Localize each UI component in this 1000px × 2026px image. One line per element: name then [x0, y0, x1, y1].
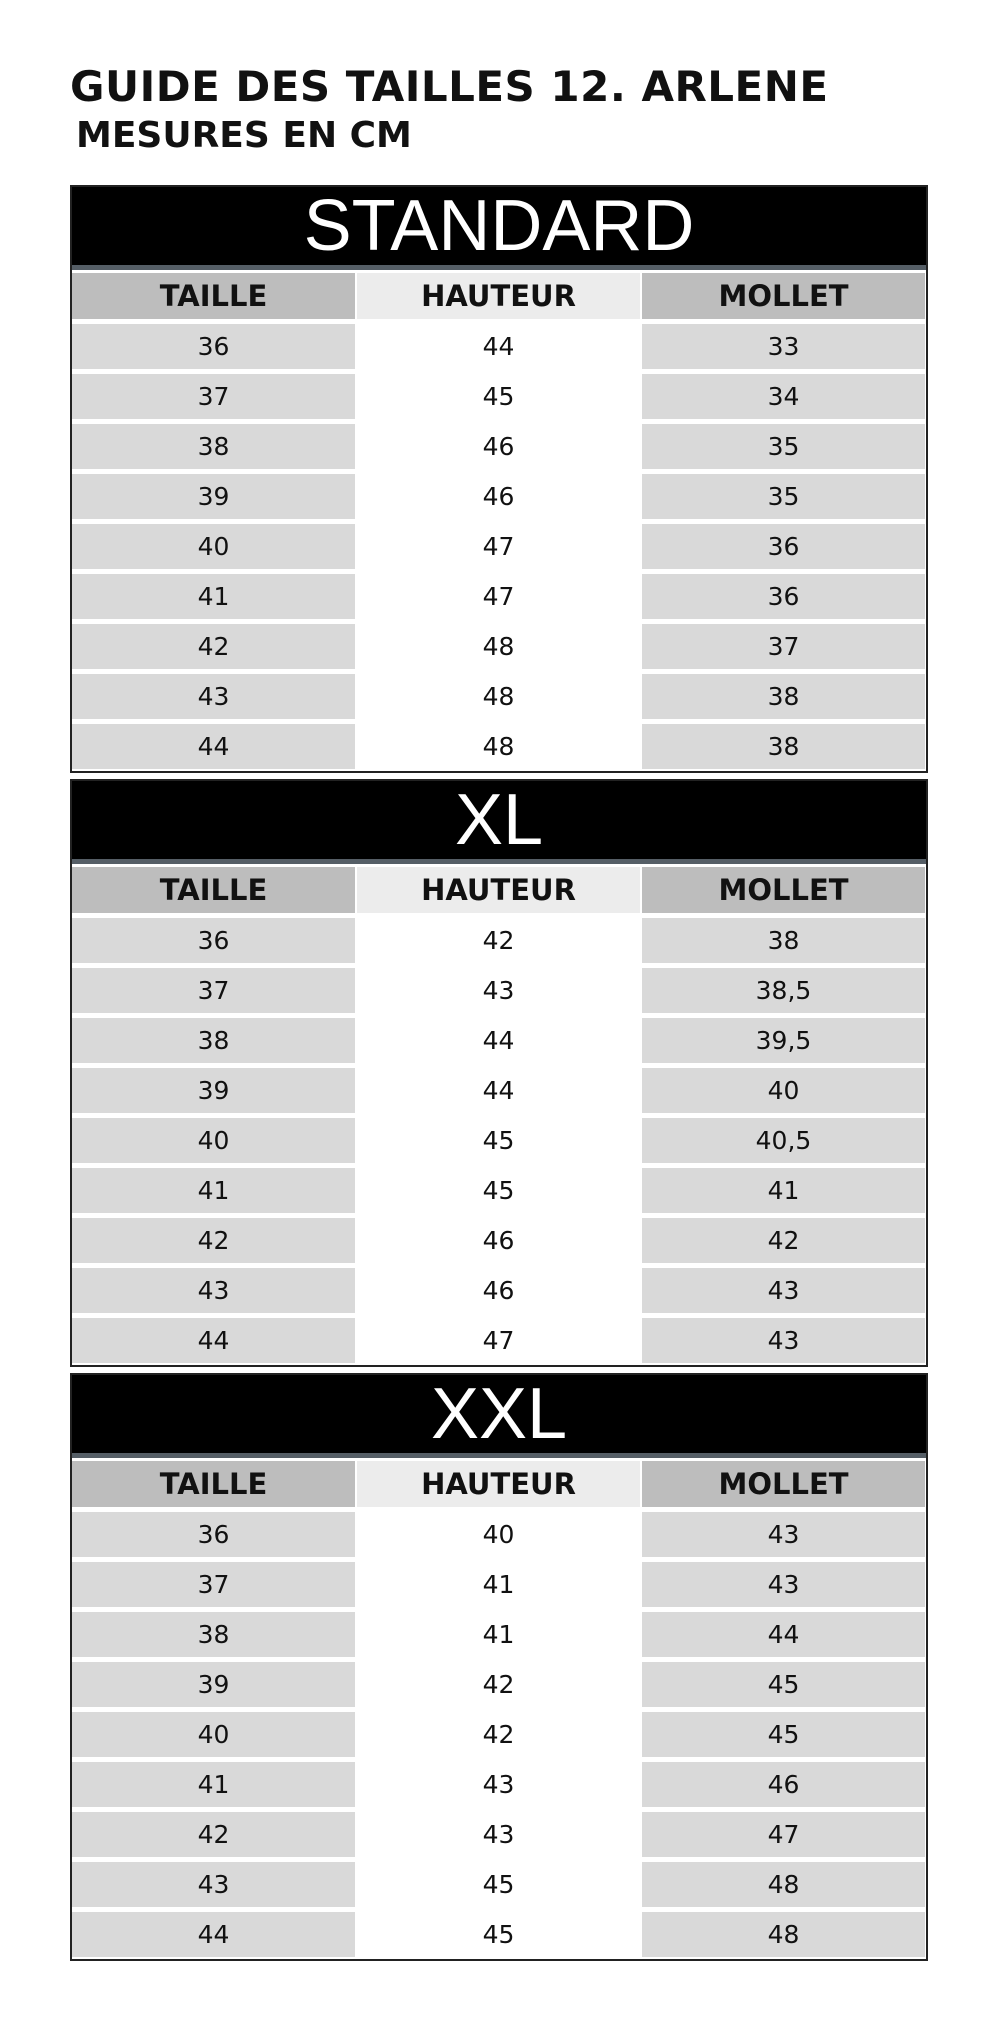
column-header-height: HAUTEUR — [357, 867, 640, 913]
cell-height: 47 — [357, 524, 640, 569]
cell-size: 43 — [72, 1268, 355, 1313]
cell-calf: 38 — [642, 724, 925, 769]
cell-calf: 44 — [642, 1612, 925, 1657]
cell-calf: 43 — [642, 1318, 925, 1363]
cell-size: 38 — [72, 1018, 355, 1063]
cell-size: 40 — [72, 1712, 355, 1757]
cell-size: 44 — [72, 1318, 355, 1363]
cell-height: 48 — [357, 674, 640, 719]
cell-height: 43 — [357, 968, 640, 1013]
cell-size: 41 — [72, 1762, 355, 1807]
cell-height: 45 — [357, 1118, 640, 1163]
cell-size: 44 — [72, 724, 355, 769]
cell-height: 45 — [357, 1168, 640, 1213]
cell-calf: 40,5 — [642, 1118, 925, 1163]
size-tables — [70, 185, 928, 1967]
cell-height: 46 — [357, 424, 640, 469]
cell-calf: 45 — [642, 1662, 925, 1707]
cell-height: 41 — [357, 1562, 640, 1607]
cell-size: 36 — [72, 918, 355, 963]
cell-height: 40 — [357, 1512, 640, 1557]
cell-calf: 33 — [642, 324, 925, 369]
cell-calf: 35 — [642, 424, 925, 469]
section-heading: XXL — [72, 1375, 926, 1458]
cell-size: 43 — [72, 674, 355, 719]
cell-calf: 38,5 — [642, 968, 925, 1013]
cell-height: 43 — [357, 1812, 640, 1857]
column-header-size: TAILLE — [72, 867, 355, 913]
cell-calf: 38 — [642, 674, 925, 719]
column-header-calf: MOLLET — [642, 273, 925, 319]
cell-size: 42 — [72, 1218, 355, 1263]
cell-size: 43 — [72, 1862, 355, 1907]
cell-height: 47 — [357, 574, 640, 619]
column-header-calf: MOLLET — [642, 1461, 925, 1507]
cell-calf: 36 — [642, 574, 925, 619]
page-subtitle: MESURES EN CM — [76, 115, 412, 156]
cell-height: 45 — [357, 1862, 640, 1907]
cell-size: 42 — [72, 1812, 355, 1857]
cell-size: 39 — [72, 474, 355, 519]
cell-calf: 48 — [642, 1862, 925, 1907]
size-table-standard — [70, 185, 928, 773]
cell-height: 48 — [357, 724, 640, 769]
cell-size: 38 — [72, 1612, 355, 1657]
size-table-xl — [70, 779, 928, 1367]
cell-calf: 47 — [642, 1812, 925, 1857]
cell-size: 41 — [72, 1168, 355, 1213]
cell-size: 37 — [72, 374, 355, 419]
cell-calf: 37 — [642, 624, 925, 669]
cell-size: 39 — [72, 1068, 355, 1113]
cell-size: 36 — [72, 324, 355, 369]
cell-size: 40 — [72, 1118, 355, 1163]
cell-height: 46 — [357, 1268, 640, 1313]
cell-height: 42 — [357, 1662, 640, 1707]
cell-size: 37 — [72, 968, 355, 1013]
cell-height: 44 — [357, 1068, 640, 1113]
cell-calf: 35 — [642, 474, 925, 519]
page-title: GUIDE DES TAILLES 12. ARLENE — [70, 62, 829, 111]
cell-height: 46 — [357, 1218, 640, 1263]
cell-height: 41 — [357, 1612, 640, 1657]
size-grid — [72, 864, 926, 1365]
cell-calf: 43 — [642, 1268, 925, 1313]
size-grid — [72, 1458, 926, 1959]
cell-calf: 42 — [642, 1218, 925, 1263]
cell-calf: 38 — [642, 918, 925, 963]
size-grid — [72, 270, 926, 771]
cell-size: 44 — [72, 1912, 355, 1957]
cell-height: 48 — [357, 624, 640, 669]
cell-calf: 41 — [642, 1168, 925, 1213]
cell-height: 44 — [357, 1018, 640, 1063]
column-header-height: HAUTEUR — [357, 1461, 640, 1507]
column-header-size: TAILLE — [72, 1461, 355, 1507]
cell-size: 39 — [72, 1662, 355, 1707]
cell-calf: 45 — [642, 1712, 925, 1757]
section-heading: XL — [72, 781, 926, 864]
cell-calf: 40 — [642, 1068, 925, 1113]
cell-calf: 34 — [642, 374, 925, 419]
cell-calf: 48 — [642, 1912, 925, 1957]
cell-size: 36 — [72, 1512, 355, 1557]
cell-size: 38 — [72, 424, 355, 469]
column-header-size: TAILLE — [72, 273, 355, 319]
cell-size: 41 — [72, 574, 355, 619]
size-table-xxl — [70, 1373, 928, 1961]
cell-height: 46 — [357, 474, 640, 519]
cell-calf: 43 — [642, 1562, 925, 1607]
cell-height: 42 — [357, 1712, 640, 1757]
cell-size: 37 — [72, 1562, 355, 1607]
cell-height: 45 — [357, 374, 640, 419]
cell-calf: 43 — [642, 1512, 925, 1557]
cell-size: 42 — [72, 624, 355, 669]
section-heading: STANDARD — [72, 187, 926, 270]
cell-size: 40 — [72, 524, 355, 569]
cell-calf: 39,5 — [642, 1018, 925, 1063]
cell-height: 45 — [357, 1912, 640, 1957]
cell-height: 47 — [357, 1318, 640, 1363]
cell-height: 43 — [357, 1762, 640, 1807]
column-header-calf: MOLLET — [642, 867, 925, 913]
cell-height: 44 — [357, 324, 640, 369]
column-header-height: HAUTEUR — [357, 273, 640, 319]
cell-calf: 36 — [642, 524, 925, 569]
cell-height: 42 — [357, 918, 640, 963]
cell-calf: 46 — [642, 1762, 925, 1807]
